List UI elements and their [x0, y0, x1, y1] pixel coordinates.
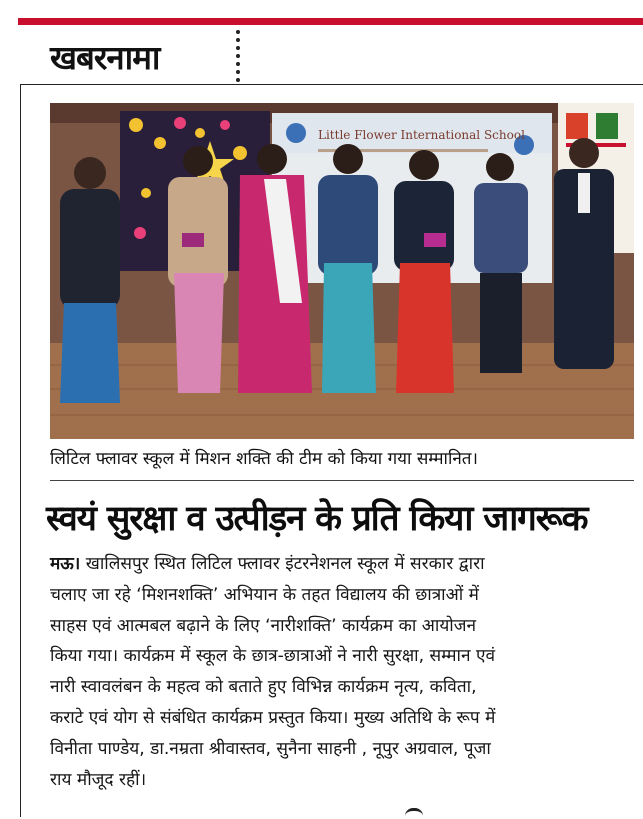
article-headline: स्वयं सुरक्षा व उत्पीड़न के प्रति किया जागरूक — [46, 499, 588, 539]
caption-divider — [50, 480, 634, 481]
clipped-next-article-mark — [405, 808, 423, 819]
dotted-divider — [236, 30, 240, 82]
article-body — [50, 549, 640, 795]
body-line: साहस एवं आत्मबल बढ़ाने के लिए ‘नारीशक्ति’ कार्यक्रम का आयोजन — [50, 615, 477, 636]
banner-text: Little Flower International School — [318, 128, 525, 142]
body-line: चलाए जा रहे ‘मिशनशक्ति’ अभियान के तहत विद्यालय की छात्राओं में — [50, 584, 479, 605]
body-line: राय मौजूद रहीं। — [50, 769, 147, 790]
photo-caption: लिटिल फ्लावर स्कूल में मिशन शक्ति की टीम को किया गया सम्मानित। — [50, 449, 478, 469]
dateline: मऊ। — [50, 554, 81, 574]
body-line: मऊ। खालिसपुर स्थित लिटिल फ्लावर इंटरनेशनल स्कूल में सरकार द्वारा — [50, 554, 485, 574]
body-line: कराटे एवं योग से संबंधित कार्यक्रम प्रस्तुत किया। मुख्य अतिथि के रूप में — [50, 707, 496, 728]
body-line: किया गया। कार्यक्रम में स्कूल के छात्र-छात्राओं ने नारी सुरक्षा, सम्मान एवं — [50, 646, 496, 667]
section-title: खबरनामा — [50, 38, 160, 77]
article-photo — [50, 103, 634, 439]
body-line: विनीता पाण्डेय, डा.नम्रता श्रीवास्तव, सुनैना साहनी , नूपुर अग्रवाल, पूजा — [50, 738, 491, 759]
top-accent-rule — [18, 18, 643, 25]
body-line: नारी स्वावलंबन के महत्व को बताते हुए विभिन्न कार्यक्रम नृत्य, कविता, — [50, 677, 477, 698]
